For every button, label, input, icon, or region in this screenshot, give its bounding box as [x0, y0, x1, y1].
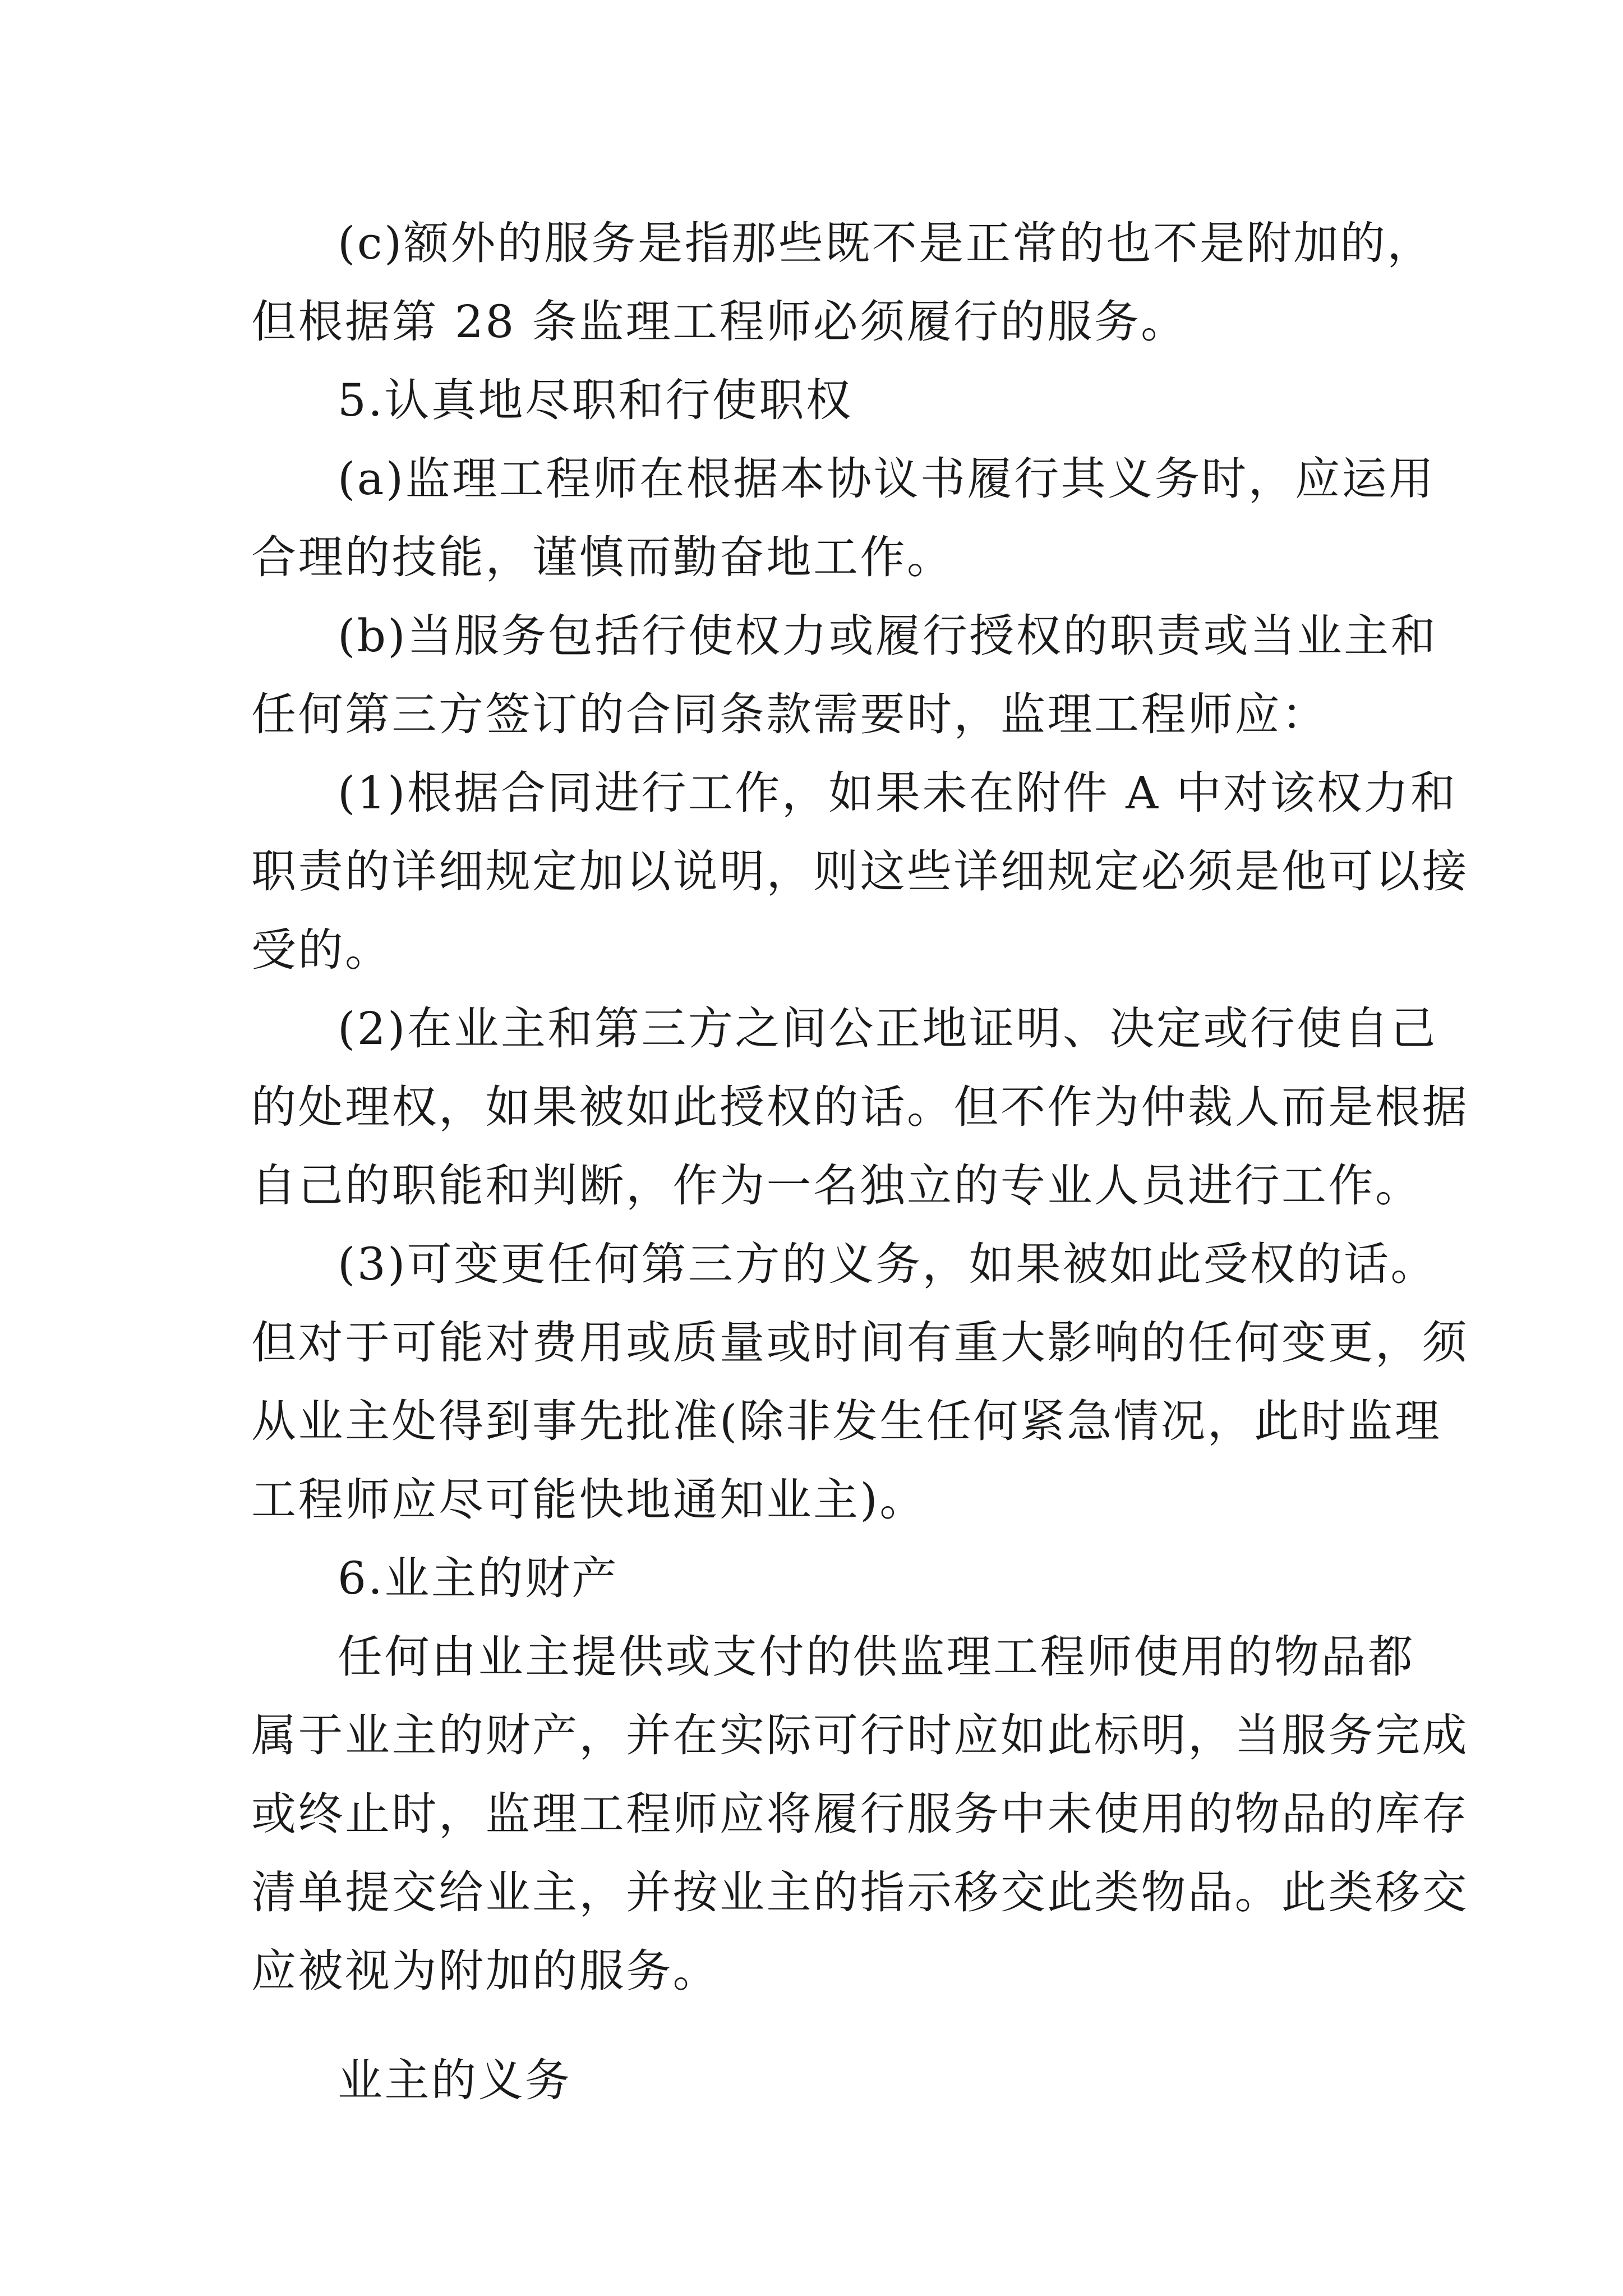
text-line: 但对于可能对费用或质量或时间有重大影响的任何变更，须	[251, 1317, 1469, 1369]
text-line: 工程师应尽可能快地通知业主)。	[251, 1474, 926, 1526]
text-line: 但根据第 28 条监理工程师必须履行的服务。	[251, 296, 1188, 348]
text-line: 6.业主的财产	[338, 1552, 619, 1604]
text-line: 从业主处得到事先批准(除非发生任何紧急情况，此时监理	[251, 1395, 1442, 1447]
spacer	[251, 2010, 1390, 2041]
paragraph	[251, 754, 1469, 990]
paragraph	[251, 1225, 1469, 1539]
text-line: 任何由业主提供或支付的供监理工程师使用的物品都	[338, 1631, 1415, 1683]
text-line: 属于业主的财产，并在实际可行时应如此标明，当服务完成	[251, 1709, 1469, 1761]
text-line: 职责的详细规定加以说明，则这些详细规定必须是他可以接	[251, 845, 1469, 898]
text-line: 业主的义务	[338, 2054, 572, 2106]
section-heading	[251, 2041, 1390, 2120]
text-line: (b)当服务包括行使权力或履行授权的职责或当业主和	[338, 610, 1438, 662]
paragraph	[251, 204, 1434, 361]
paragraph	[251, 597, 1438, 754]
text-line: (3)可变更任何第三方的义务，如果被如此受权的话。	[338, 1238, 1437, 1290]
paragraph	[251, 1618, 1469, 2010]
document-page	[251, 204, 1469, 2120]
text-line: 或终止时，监理工程师应将履行服务中未使用的物品的库存	[251, 1788, 1469, 1840]
paragraph	[251, 440, 1436, 597]
text-line: 应被视为附加的服务。	[251, 1945, 720, 1997]
text-line: (1)根据合同进行工作，如果未在附件 A 中对该权力和	[338, 767, 1458, 819]
paragraph	[251, 990, 1469, 1225]
text-line: 的处理权，如果被如此授权的话。但不作为仲裁人而是根据	[251, 1081, 1469, 1133]
text-line: (c)额外的服务是指那些既不是正常的也不是附加的，	[338, 217, 1434, 269]
section-heading	[251, 361, 1390, 440]
text-line: (2)在业主和第三方之间公正地证明、决定或行使自己	[338, 1002, 1437, 1055]
text-line: 合理的技能，谨慎而勤奋地工作。	[251, 531, 954, 583]
text-line: 自己的职能和判断，作为一名独立的专业人员进行工作。	[251, 1159, 1422, 1212]
text-line: 受的。	[251, 924, 392, 976]
text-line: 清单提交给业主，并按业主的指示移交此类物品。此类移交	[251, 1866, 1469, 1918]
text-line: 任何第三方签订的合同条款需要时，监理工程师应：	[251, 688, 1329, 740]
section-heading	[251, 1539, 1390, 1618]
text-line: 5.认真地尽职和行使职权	[338, 374, 853, 426]
text-line: (a)监理工程师在根据本协议书履行其义务时，应运用	[338, 453, 1436, 505]
